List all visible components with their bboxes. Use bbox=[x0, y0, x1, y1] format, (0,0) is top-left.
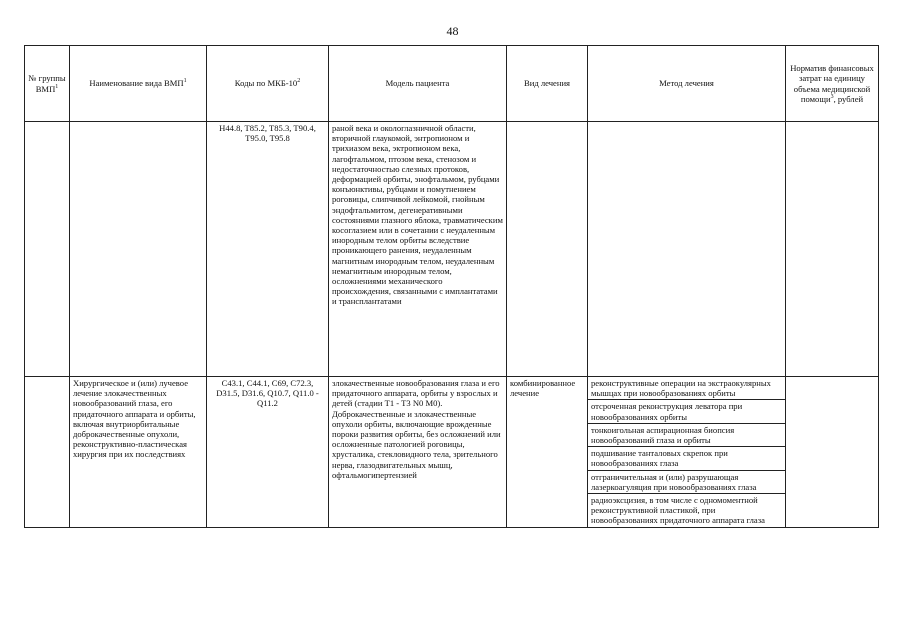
cell-vmp-name bbox=[70, 122, 207, 377]
cell-treatment-type bbox=[507, 122, 588, 377]
method-item: радиоэксцизия, в том числе с одномоментной реконструктивной пластикой, при новообразованиях придаточного аппарата глаза bbox=[591, 495, 765, 526]
page-number: 48 bbox=[446, 24, 459, 38]
method-item: реконструктивные операции на экстраокулярных мышцах при новообразованиях орбиты bbox=[588, 377, 785, 400]
header-treatment-type: Вид лечения bbox=[507, 46, 588, 122]
cell-icd-codes: C43.1, C44.1, C69, C72.3, D31.5, D31.6, Q10.7, Q11.0 - Q11.2 bbox=[207, 377, 329, 528]
header-vmp-name: Наименование вида ВМП$^1$ bbox=[70, 46, 207, 122]
method-item: отграничительная и (или) разрушающая лазеркоагуляция при новообразованиях глаза bbox=[588, 471, 785, 494]
header-cost-norm: Норматив финансовых затрат на единицу объема медицинской помощи$^3$, рублей bbox=[786, 46, 879, 122]
header-patient-model: Модель пациента bbox=[329, 46, 507, 122]
table-row-continuation bbox=[25, 122, 879, 377]
cell-treatment-methods bbox=[588, 377, 786, 528]
cell-cost-norm bbox=[786, 377, 879, 528]
method-item: тонкоигольная аспирационная биопсия новообразований глаза и орбиты bbox=[588, 424, 785, 447]
cell-cost-norm bbox=[786, 122, 879, 377]
cell-vmp-name: Хирургическое и (или) лучевое лечение злокачественных новообразований глаза, его придаточного аппарата и орбиты, включая внутриорбитальные доброкачественные опухоли, реконструктивно-пластическая хирургия при их последствиях bbox=[70, 377, 207, 528]
cell-treatment-type: комбинированное лечение bbox=[507, 377, 588, 528]
table-row-main bbox=[25, 377, 879, 528]
header-treatment-method: Метод лечения bbox=[588, 46, 786, 122]
table-header-row bbox=[25, 46, 879, 122]
cell-group-no bbox=[25, 122, 70, 377]
cell-treatment-method bbox=[588, 122, 786, 377]
cell-patient-model: раной века и окологлазничной области, вторичной глаукомой, энтропионом и трихиазом века, эктропионом века, лагофтальмом, птозом века, стенозом и недостаточностью слезных протоков, деформацией орбиты, энофтальмом, рубцами конъюнктивы, рубцами и помутнением роговицы, слипчивой лейкомой, гнойным эндофтальмитом, дегенеративными состояниями глазного яблока, травматическим косоглазием или в сочетании с неудаленным инородным телом орбиты вследствие проникающего ранения, неудаленным магнитным инородным телом, неудаленным немагнитным инородным телом, осложнениями механического происхождения, связанными с имплантатами и трансплантатами bbox=[329, 122, 507, 377]
cell-group-no bbox=[25, 377, 70, 528]
method-item: подшивание танталовых скрепок при новообразованиях глаза bbox=[588, 447, 785, 470]
cell-patient-model: злокачественные новообразования глаза и его придаточного аппарата, орбиты у взрослых и детей (стадии T1 - T3 N0 M0). Доброкачественные и злокачественные опухоли орбиты, включающие врожденные пороки развития орбиты, без осложнений или осложненные патологией роговицы, хрусталика, стекловидного тела, зрительного нерва, глазодвигательных мышц, офтальмогипертензией bbox=[329, 377, 507, 528]
vmp-table bbox=[24, 45, 879, 528]
cell-icd-codes: H44.8, T85.2, T85.3, T90.4, T95.0, T95.8 bbox=[207, 122, 329, 377]
header-icd-codes: Коды по МКБ-$10^2$ bbox=[207, 46, 329, 122]
header-group-no: № группы ВМП$^1$ bbox=[25, 46, 70, 122]
method-item: отсроченная реконструкция леватора при новообразованиях орбиты bbox=[588, 400, 785, 423]
